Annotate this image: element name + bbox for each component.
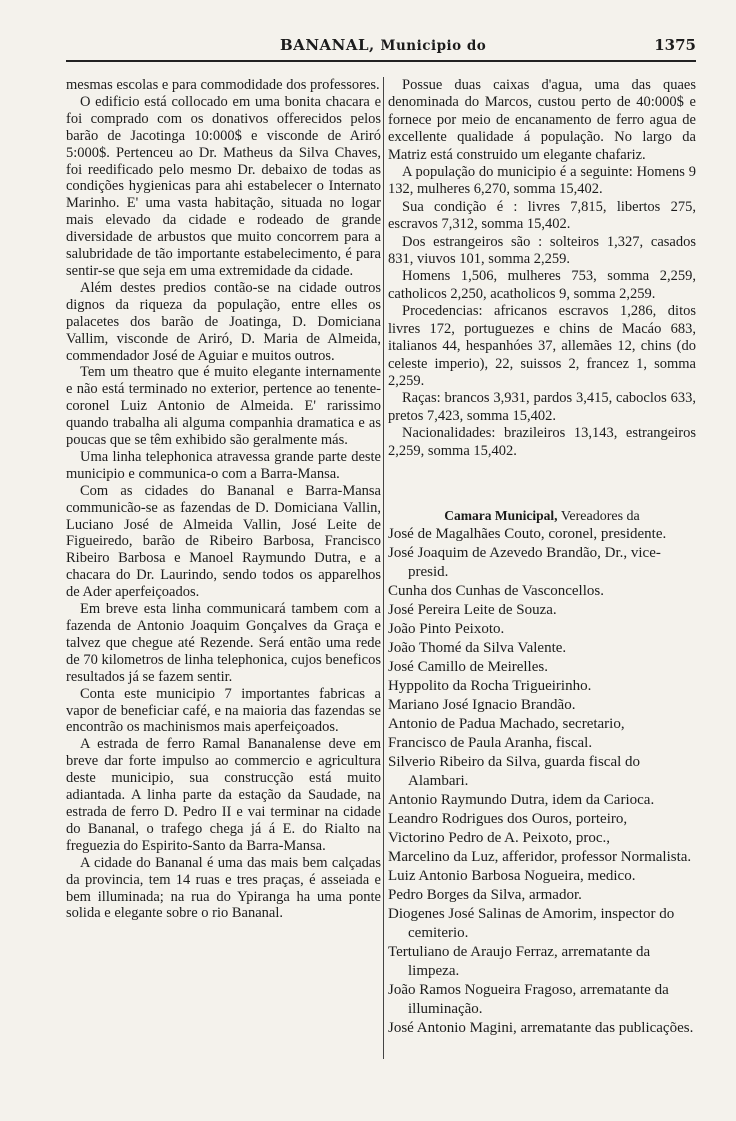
paragraph: A cidade do Bananal é uma das mais bem calçadas da provincia, tem 14 ruas e tres praças, é asseiada e bem illuminada; na rua do Ypiranga ha uma ponte solida e elegante sobre o rio Bananal. [66, 854, 381, 922]
paragraph: A população do municipio é a seguinte: Homens 9 132, mulheres 6,270, somma 15,402. [388, 164, 696, 198]
list-item: José Camillo de Meirelles. [388, 658, 548, 675]
list-item: José Joaquim de Azevedo Brandão, Dr., vice-presid. [388, 544, 661, 580]
list-item: Antonio Raymundo Dutra, idem da Carioca. [388, 791, 655, 808]
camara-title: Camara Municipal, [444, 507, 558, 523]
list-item: Francisco de Paula Aranha, fiscal. [388, 734, 593, 751]
page-number: 1375 [654, 36, 696, 54]
paragraph: A estrada de ferro Ramal Bananalense deve em breve dar forte impulso ao commercio e agricultura deste municipio, sua construcção está muito adiantada. A linha parte da estação da Saudade, na estrada de ferro D. Pedro II e vai terminar na cidade do Bananal, o trafego chega já á E. do Rialto na freguezia do Espirito-Santo da Barra-Mansa. [66, 736, 381, 854]
camara-member-list [388, 525, 696, 1038]
list-item: Silverio Ribeiro da Silva, guarda fiscal do Alambari. [388, 753, 641, 789]
header-title [280, 36, 486, 54]
paragraph: Possue duas caixas d'agua, uma das quaes denominada do Marcos, custou perto de 40:000$ e fornece por meio de encanamento de ferro agua de excellente qualidade á população. No largo da Matriz está construido um elegante chafariz. [388, 77, 696, 163]
list-item: Mariano José Ignacio Brandão. [388, 696, 576, 713]
paragraph: Raças: brancos 3,931, pardos 3,415, caboclos 633, pretos 7,423, somma 15,402. [388, 390, 696, 424]
paragraph: Tem um theatro que é muito elegante internamente e não está terminado no exterior, pertence ao tenente-coronel Luiz Antonio de Almeida. E' rarissimo quando trabalha ali alguma companhia dramatica e as poucas que se têm exhibido são geralmente más. [66, 364, 381, 449]
list-item: Antonio de Padua Machado, secretario, [388, 715, 625, 732]
list-item: Pedro Borges da Silva, armador. [388, 886, 582, 903]
list-item: João Thomé da Silva Valente. [388, 639, 567, 656]
list-item: José Pereira Leite de Souza. [388, 601, 557, 618]
list-item: José de Magalhães Couto, coronel, presidente. [388, 525, 667, 542]
list-item: Diogenes José Salinas de Amorim, inspector do cemiterio. [388, 905, 675, 941]
camara-heading [388, 507, 696, 525]
paragraph: Conta este municipio 7 importantes fabricas a vapor de beneficiar café, e na maioria das fazendas se encontrão os machinismos mais aperfeiçoados. [66, 685, 381, 736]
list-item: Leandro Rodrigues dos Ouros, porteiro, [388, 810, 628, 827]
paragraph: Nacionalidades: brazileiros 13,143, estrangeiros 2,259, somma 15,402. [388, 425, 696, 459]
column-divider [383, 77, 384, 1059]
population-statistics [388, 77, 696, 460]
right-column [388, 77, 696, 1038]
paragraph: Procedencias: africanos escravos 1,286, ditos livres 172, portuguezes e chins de Macáo 683, italianos 44, hespanhóes 37, allemães 12, chins (do celeste imperio), 22, suissos 2, francez 1, somma 2,259. [388, 303, 696, 389]
list-item: Luiz Antonio Barbosa Nogueira, medico. [388, 867, 636, 884]
list-item: Hyppolito da Rocha Trigueirinho. [388, 677, 592, 694]
list-item: Marcelino da Luz, afferidor, professor Normalista. [388, 848, 692, 865]
list-item: Tertuliano de Araujo Ferraz, arrematante da limpeza. [388, 943, 651, 979]
list-item: José Antonio Magini, arrematante das publicações. [388, 1019, 694, 1036]
camara-subtitle: Vereadores da [560, 508, 640, 524]
header-place: BANANAL, [280, 36, 375, 54]
paragraph: Sua condição é : livres 7,815, libertos 275, escravos 7,312, somma 15,402. [388, 198, 696, 233]
header-section: Municipio do [380, 38, 487, 54]
header-rule [66, 60, 696, 62]
paragraph: Com as cidades do Bananal e Barra-Mansa communicão-se as fazendas de D. Domiciana Vallin, Luciano José de Almeida Vallin, José Leite de Figueiredo, barão de Ribeiro Barbosa, Francisco Ribeiro Barbosa e Manoel Raymundo Dutra, e a chacara do Dr. Laurindo, sendo todos os apparelhos de Ader aperfeiçoados. [66, 482, 381, 601]
paragraph: Em breve esta linha communicará tambem com a fazenda de Antonio Joaquim Gonçalves da Graça e talvez que chegue até Rezende. Será então uma rede de 70 kilometros de linha telephonica, cujos beneficos resultados já se fazem sentir. [66, 601, 381, 685]
left-column [66, 77, 381, 922]
paragraph: O edificio está collocado em uma bonita chacara e foi comprado com os donativos offerecidos pelos barão de Jacotinga 10:000$ e visconde de Ariró 5:000$. Pertenceu ao Dr. Matheus da Silva Chaves, foi reedificado pelo mesmo Dr. debaixo de todas as condições hygienicas para ahi estabelecer o Internato Marinho. E' uma vasta habitação, situada no logar mais elevado da cidade e rodeado de grande diversidade de arbustos que muito concorrem para a salubridade de tão importante estabelecimento, é para sentir-se que seja em uma extremidade da cidade. [66, 93, 381, 279]
paragraph: Uma linha telephonica atravessa grande parte deste municipio e communica-o com a Barra-Mansa. [66, 448, 381, 482]
list-item: Victorino Pedro de A. Peixoto, proc., [388, 829, 610, 846]
page-header [66, 32, 696, 58]
paragraph: Além destes predios contão-se na cidade outros dignos da riqueza da população, entre elles os palacetes dos barão de Joatinga, D. Domiciana Vallim, visconde de Ariró, D. Maria de Almeida, commendador José de Aguiar e muitos outros. [66, 279, 381, 364]
list-item: João Ramos Nogueira Fragoso, arrematante da illuminação. [388, 981, 669, 1017]
list-item: João Pinto Peixoto. [388, 620, 505, 637]
paragraph: Dos estrangeiros são : solteiros 1,327, casados 831, viuvos 101, somma 2,259. [388, 233, 696, 268]
list-item: Cunha dos Cunhas de Vasconcellos. [388, 582, 604, 599]
paragraph: mesmas escolas e para commodidade dos professores. [66, 77, 380, 93]
paragraph: Homens 1,506, mulheres 753, somma 2,259, catholicos 2,250, acatholicos 9, somma 2,259. [388, 268, 696, 302]
